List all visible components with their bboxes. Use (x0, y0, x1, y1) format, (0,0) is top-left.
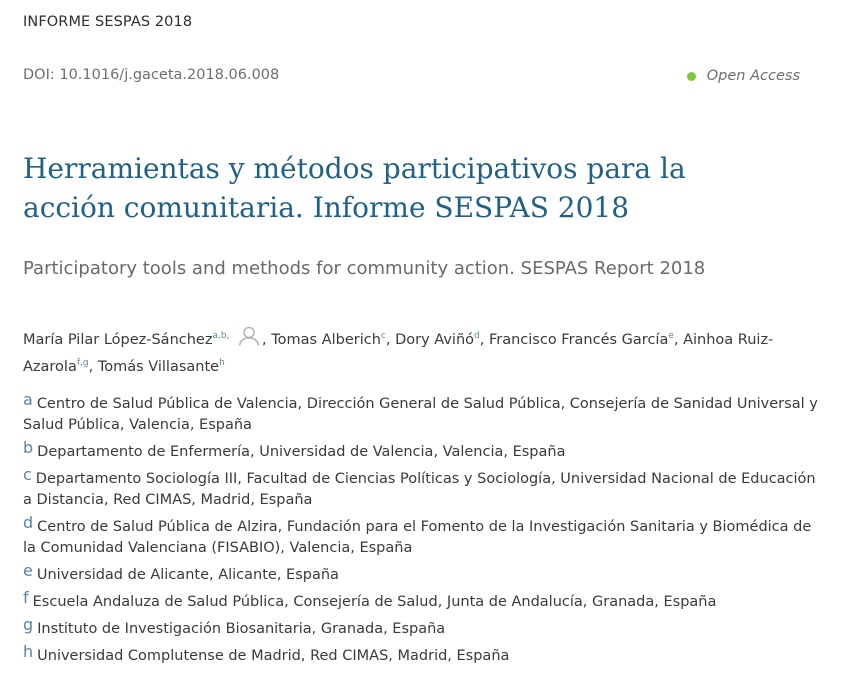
author-name[interactable]: Tomás Villasante (97, 359, 220, 375)
article-subtitle: Participatory tools and methods for community action. SESPAS Report 2018 (23, 258, 706, 279)
author-name[interactable]: Ainhoa Ruiz-Azarola (23, 332, 774, 375)
affiliation-item: c Departamento Sociología III, Facultad de Ciencias Políticas y Sociología, Universidad Nacional de Educación a Distancia, Red CIMAS, Madrid, España (23, 465, 816, 508)
affiliation-list (23, 390, 823, 673)
author-affiliation-sup[interactable]: d (474, 331, 480, 341)
author-separator: , (385, 332, 391, 348)
author-name[interactable]: Tomas Alberich (271, 332, 381, 348)
person-icon[interactable] (238, 326, 260, 355)
author-affiliation-sup[interactable]: c (380, 331, 386, 341)
affiliation-text: Universidad de Alicante, Alicante, España (36, 567, 339, 583)
author-affiliation-sup[interactable]: a,b, (212, 331, 230, 341)
open-access-label: Open Access (706, 68, 800, 84)
affiliation-text: Centro de Salud Pública de Valencia, Dirección General de Salud Pública, Consejería de Sanidad Universal y Salud Pública, Valencia, España (23, 396, 818, 433)
affiliation-item: f Escuela Andaluza de Salud Pública, Consejería de Salud, Junta de Andalucía, Granada, España (23, 588, 717, 610)
author-separator: , (479, 332, 485, 348)
author-list (23, 326, 813, 380)
affiliation-text: Departamento Sociología III, Facultad de Ciencias Políticas y Sociología, Universidad Nacional de Educación a Distancia, Red CIMAS, Madrid, España (23, 471, 816, 508)
author-separator: , (88, 359, 94, 375)
author-affiliation-sup[interactable]: h (219, 358, 225, 368)
affiliation-item: a Centro de Salud Pública de Valencia, Dirección General de Salud Pública, Consejería de Sanidad Universal y Salud Pública, Valencia, España (23, 390, 818, 433)
doi (23, 67, 279, 83)
author-separator: , (673, 332, 679, 348)
section-label: INFORME SESPAS 2018 (23, 14, 193, 30)
affiliation-item: b Departamento de Enfermería, Universidad de Valencia, Valencia, España (23, 438, 566, 460)
affiliation-text: Universidad Complutense de Madrid, Red CIMAS, Madrid, España (37, 648, 510, 664)
open-access-dot-icon (687, 72, 696, 81)
open-access-badge (687, 68, 800, 84)
author-name[interactable]: María Pilar López-Sánchez (23, 332, 213, 348)
affiliation-text: Escuela Andaluza de Salud Pública, Consejería de Salud, Junta de Andalucía, Granada, España (32, 594, 717, 610)
author-affiliation-sup[interactable]: e (668, 331, 674, 341)
author-separator: , (262, 332, 267, 348)
affiliation-item: h Universidad Complutense de Madrid, Red CIMAS, Madrid, España (23, 642, 510, 664)
affiliation-text: Instituto de Investigación Biosanitaria, Granada, España (37, 621, 446, 637)
affiliation-item: e Universidad de Alicante, Alicante, España (23, 561, 339, 583)
author-name[interactable]: Francisco Francés García (488, 332, 669, 348)
author-affiliation-sup[interactable]: f,g (76, 358, 89, 368)
author-name[interactable]: Dory Aviñó (395, 332, 475, 348)
doi-link[interactable]: DOI: 10.1016/j.gaceta.2018.06.008 (23, 67, 280, 83)
affiliation-text: Centro de Salud Pública de Alzira, Fundación para el Fomento de la Investigación Sanitaria y Biomédica de la Comunidad Valenciana (FISABIO), Valencia, España (23, 519, 812, 556)
affiliation-item: d Centro de Salud Pública de Alzira, Fundación para el Fomento de la Investigación Sanitaria y Biomédica de la Comunidad Valenciana (FISABIO), Valencia, España (23, 513, 812, 556)
affiliation-item: g Instituto de Investigación Biosanitaria, Granada, España (23, 615, 446, 637)
affiliation-text: Departamento de Enfermería, Universidad de Valencia, Valencia, España (37, 444, 566, 460)
article-title: Herramientas y métodos participativos para la acción comunitaria. Informe SESPAS 2018 (23, 152, 686, 224)
